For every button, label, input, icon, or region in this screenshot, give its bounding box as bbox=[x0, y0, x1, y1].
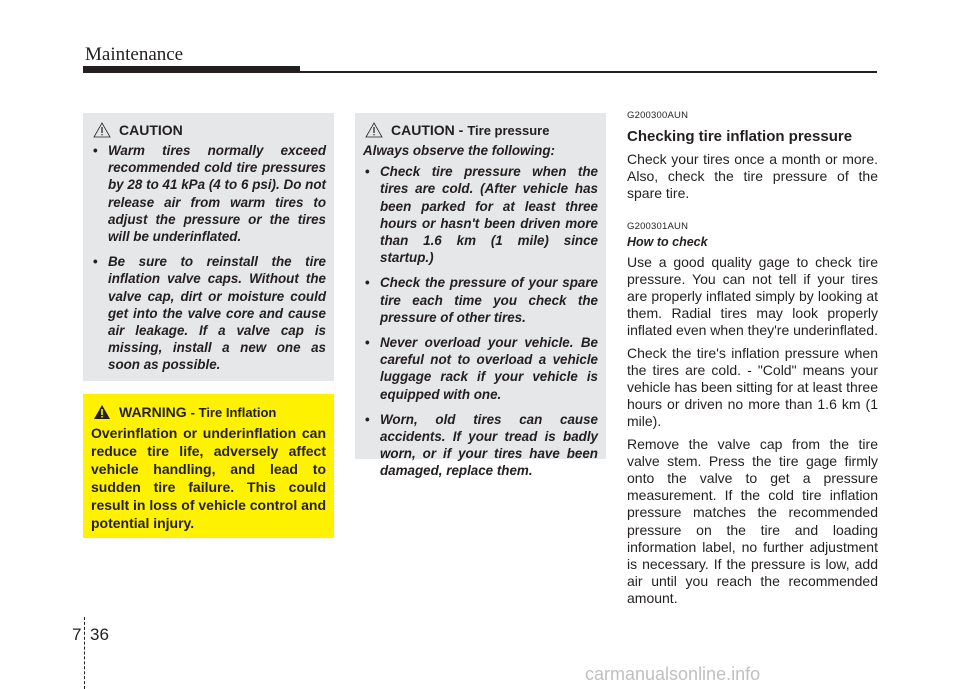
list-item: • Check the pressure of your spare tire each time you check the pressure of other tires. bbox=[363, 274, 598, 326]
list-item: • Never overload your vehicle. Be careful not to overload a vehicle luggage rack if your vehicle is equipped with one. bbox=[363, 334, 598, 403]
inflation-section bbox=[627, 110, 878, 613]
warning-box-title: WARNING bbox=[119, 404, 187, 420]
list-item: • Warm tires normally exceed recommended cold tire pressures by 28 to 41 kPa (4 to 6 psi). Do not release air from warm tires to adjust the pressure or the tires will be underinflated. bbox=[91, 142, 326, 245]
caution-box-header bbox=[91, 122, 326, 138]
section-spacer bbox=[627, 208, 878, 221]
header-rule-thin bbox=[300, 71, 877, 73]
caution-triangle-icon bbox=[93, 122, 111, 138]
paragraph: Check the tire's inflation pressure when the tires are cold. - "Cold" means your vehicle has been sitting for at least three hours or driven no more than 1.6 km (1 mile). bbox=[627, 344, 878, 430]
subsection-heading: How to check bbox=[627, 234, 708, 249]
caution-tire-pressure-box bbox=[355, 113, 606, 479]
caution-pressure-intro: Always observe the following: bbox=[363, 143, 555, 158]
page-section-title: Maintenance bbox=[85, 44, 184, 65]
subsection-code: G200301AUN bbox=[627, 220, 689, 232]
caution-pressure-list bbox=[363, 163, 598, 479]
list-item: • Be sure to reinstall the tire inflation valve caps. Without the valve cap, dirt or moisture could get into the valve core and cause air leakage. If a valve cap is missing, install a new one as soon as possible. bbox=[91, 253, 326, 373]
section-code: G200300AUN bbox=[627, 110, 689, 121]
warning-box-header bbox=[91, 404, 326, 420]
warning-triangle-icon bbox=[93, 404, 111, 420]
watermark: carmanualsonline.info bbox=[585, 664, 761, 684]
list-item: • Check tire pressure when the tires are cold. (After vehicle has been parked for at least three hours or hasn't been driven more than 1.6 km (1 mile) since startup.) bbox=[363, 163, 598, 266]
warning-box-body: Overinflation or underinflation can reduce tire life, adversely affect vehicle handling, and lead to sudden tire failure. This could result in loss of vehicle control and potential injury. bbox=[91, 425, 326, 531]
footer-divider bbox=[84, 617, 85, 689]
warning-box-subtitle: - Tire Inflation bbox=[190, 404, 277, 420]
caution-box bbox=[83, 113, 334, 381]
caution-box-title: CAUTION bbox=[119, 122, 183, 138]
paragraph: Use a good quality gage to check tire pressure. You can not tell if your tires are properly inflated simply by looking at them. Radial tires may look properly inflated even when they're underinflated. bbox=[627, 253, 878, 339]
section-heading: Checking tire inflation pressure bbox=[627, 128, 853, 145]
caution-pressure-title: CAUTION - bbox=[391, 122, 464, 138]
page-number: 36 bbox=[90, 625, 109, 644]
header-rule-thick bbox=[83, 66, 300, 73]
paragraph: Remove the valve cap from the tire valve stem. Press the tire gage firmly onto the valve to get a pressure measurement. If the cold tire inflation pressure matches the recommended pressure on the tire and loading information label, no further adjustment is necessary. If the pressure is low, add air until you reach the recommended amount. bbox=[627, 435, 878, 607]
list-item: • Worn, old tires can cause accidents. If your tread is badly worn, or if your tires have been damaged, replace them. bbox=[363, 411, 598, 480]
caution-triangle-icon bbox=[365, 122, 383, 138]
caution-list bbox=[91, 142, 326, 374]
caution-pressure-header bbox=[363, 122, 598, 138]
caution-pressure-subtitle: Tire pressure bbox=[467, 122, 550, 138]
warning-box bbox=[83, 394, 334, 538]
chapter-number: 7 bbox=[72, 625, 82, 644]
paragraph: Check your tires once a month or more. Also, check the tire pressure of the spare tire. bbox=[627, 151, 878, 202]
